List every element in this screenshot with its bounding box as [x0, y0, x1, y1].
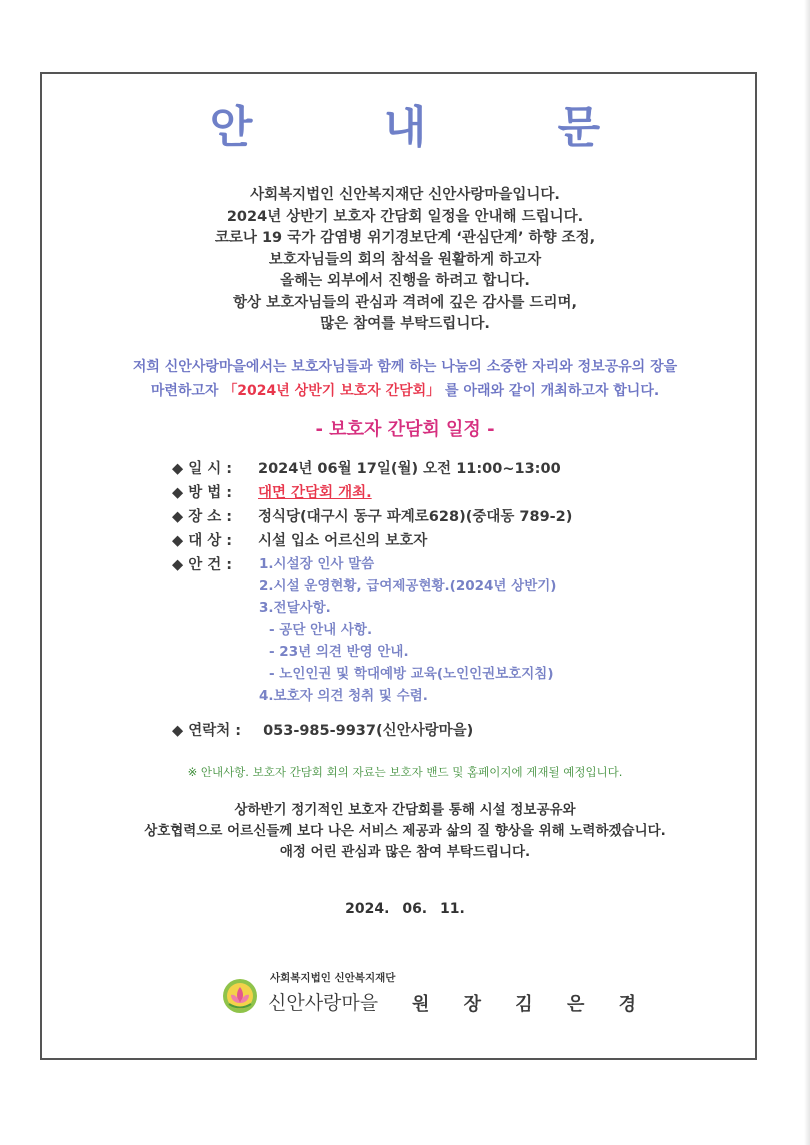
schedule-row-target	[172, 529, 732, 553]
purpose-line-2-end: 를 아래와 같이 개최하고자 합니다.	[445, 383, 660, 399]
purpose-line-2	[0, 379, 810, 403]
agenda-subitem: - 23년 의견 반영 안내.	[269, 644, 409, 660]
purpose-paragraph	[0, 355, 810, 403]
organization-name: 신안사랑마을	[268, 992, 379, 1014]
agenda-item: 4.보호자 의견 청취 및 수렴.	[259, 688, 428, 704]
lotus-logo-icon	[222, 978, 258, 1014]
schedule-row-place	[172, 505, 732, 529]
agenda-label: ◆ 안 건 :	[172, 557, 233, 573]
schedule-row-method	[172, 481, 732, 505]
intro-line: 코로나 19 국가 감염병 위기경보단계 ‘관심단계’ 하향 조정,	[214, 230, 596, 246]
foundation-name: 사회복지법인 신안복지재단	[270, 972, 396, 984]
agenda-list	[259, 553, 556, 707]
contact-phone: 053-985-9937(신안사랑마을)	[263, 723, 474, 739]
schedule-heading: - 보호자 간담회 일정 -	[315, 419, 495, 440]
target-value: 시설 입소 어르신의 보호자	[258, 533, 428, 549]
purpose-line-2-start: 마련하고자	[150, 383, 219, 399]
closing-line: 애정 어린 관심과 많은 참여 부탁드립니다.	[279, 844, 531, 860]
contact-label: ◆ 연락처 :	[172, 723, 242, 739]
intro-line: 많은 참여를 부탁드립니다.	[320, 316, 490, 332]
page-title: 안 내 문	[209, 102, 659, 153]
agenda-subitem: - 노인인권 및 학대예방 교육(노인인권보호지침)	[269, 666, 554, 682]
intro-line: 사회복지법인 신안복지재단 신안사랑마을입니다.	[250, 187, 560, 203]
notice-text: ※ 안내사항. 보호자 간담회 회의 자료는 보호자 밴드 및 홈페이지에 게재될 예정입니다.	[187, 765, 623, 779]
intro-line: 2024년 상반기 보호자 간담회 일정을 안내해 드립니다.	[226, 208, 584, 225]
contact-row	[172, 719, 473, 740]
closing-line: 상호협력으로 어르신들께 보다 나은 서비스 제공과 삶의 질 향상을 위해 노력하겠습니다.	[144, 823, 666, 839]
intro-line: 보호자님들의 회의 참석을 원활하게 하고자	[268, 251, 542, 268]
target-label: ◆ 대 상 :	[172, 533, 233, 549]
purpose-line-1: 저희 신안사랑마을에서는 보호자님들과 함께 하는 나눔의 소중한 자리와 정보공유의 장을	[132, 359, 678, 375]
method-value: 대면 간담회 개최.	[258, 485, 372, 501]
page-edge-shadow	[804, 0, 810, 1145]
place-value: 정식당(대구시 동구 파계로628)(중대동 789-2)	[258, 509, 573, 525]
director-signature: 원 장 김 은 경	[412, 994, 651, 1015]
method-label: ◆ 방 법 :	[172, 485, 233, 501]
agenda-item: 1.시설장 인사 말씀	[259, 556, 375, 572]
event-name-highlight: 「2024년 상반기 보호자 간담회」	[223, 383, 441, 399]
place-label: ◆ 장 소 :	[172, 509, 233, 525]
date-value: 2024년 06월 17일(월) 오전 11:00~13:00	[258, 461, 561, 477]
intro-line: 올해는 외부에서 진행을 하려고 합니다.	[280, 273, 530, 289]
agenda-item: 2.시설 운영현황, 급여제공현황.(2024년 상반기)	[259, 578, 557, 594]
closing-paragraph	[0, 800, 810, 863]
intro-paragraph	[0, 185, 810, 336]
intro-line: 항상 보호자님들의 관심과 격려에 깊은 감사를 드리며,	[233, 294, 577, 311]
document-date: 2024. 06. 11.	[345, 901, 465, 917]
closing-line: 상하반기 정기적인 보호자 간담회를 통해 시설 정보공유와	[234, 802, 576, 818]
schedule-row-date	[172, 457, 732, 481]
agenda-subitem: - 공단 안내 사항.	[269, 622, 373, 638]
agenda-item: 3.전달사항.	[259, 600, 331, 616]
date-label: ◆ 일 시 :	[172, 461, 233, 477]
